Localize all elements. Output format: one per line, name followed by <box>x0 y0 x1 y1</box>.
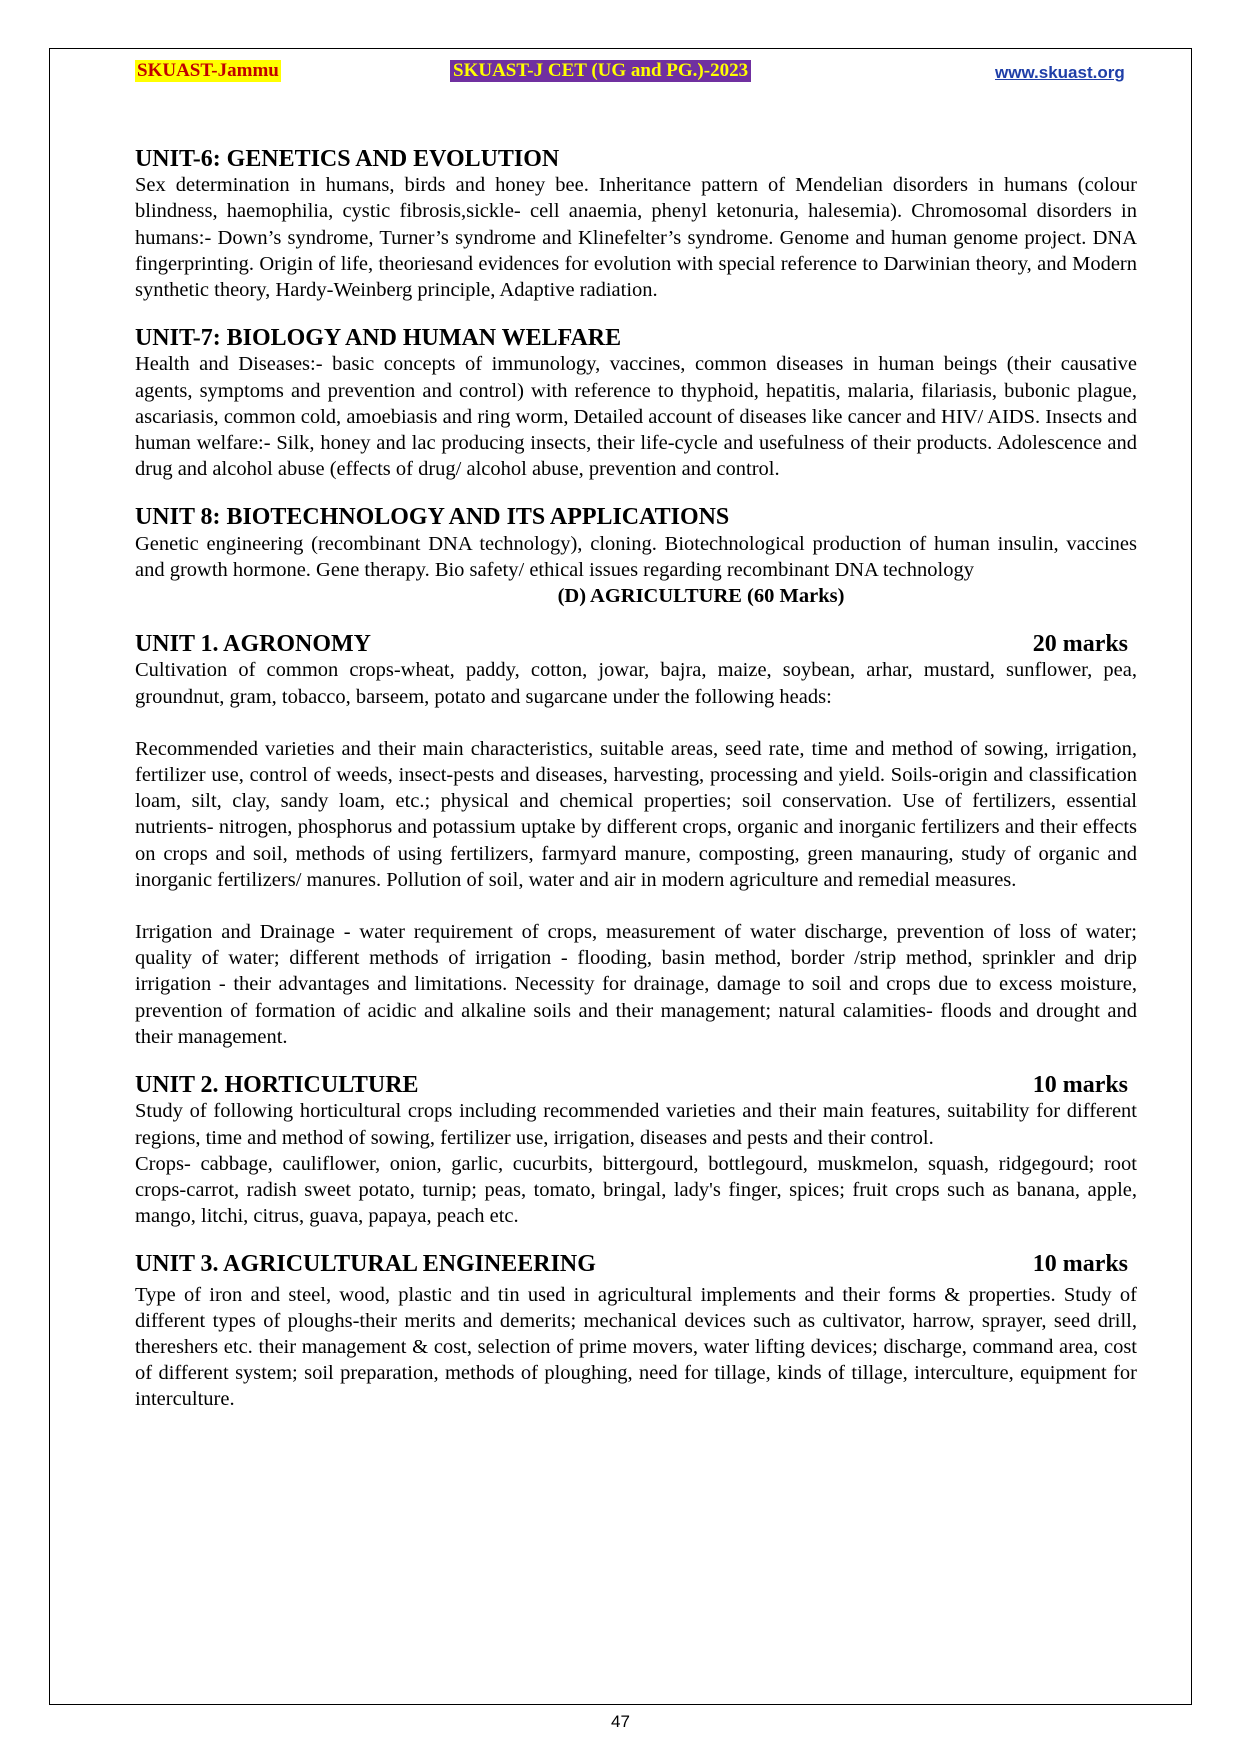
unit7-section <box>135 325 1137 482</box>
unit8-title <box>135 504 1137 530</box>
agri-unit3-title-text: UNIT 3. AGRICULTURAL ENGINEERING <box>135 1251 596 1278</box>
unit7-title <box>135 325 1137 351</box>
unit8-section <box>135 504 1137 583</box>
agri-unit1-para2: Recommended varieties and their main characteristics, suitable areas, seed rate, time and method of sowing, irrigation, fertilizer use, control of weeds, insect-pests and diseases, harvesting, processing and yield. Soils-origin and classification loam, silt, clay, sandy loam, etc.; physical and chemical properties; soil conservation. Use of fertilizers, essential nutrients- nitrogen, phosphorus and potassium uptake by different crops, organic and inorganic fertilizers and their effects on crops and soil, methods of using fertilizers, farmyard manure, composting, green manauring, study of organic and inorganic fertilizers/ manures. Pollution of soil, water and air in modern agriculture and remedial measures. <box>135 737 1137 891</box>
agri-unit2-title <box>135 1072 1137 1098</box>
agri-unit1-para3: Irrigation and Drainage - water requirement of crops, measurement of water discharge, prevention of loss of water; quality of water; different methods of irrigation - flooding, basin method, border /strip method, sprinkler and drip irrigation - their advantages and limitations. Necessity for drainage, damage to soil and crops due to excess moisture, prevention of formation of acidic and alkaline soils and their management; natural calamities- floods and drought and their management. <box>135 921 1137 1048</box>
unit8-title-text: UNIT 8: BIOTECHNOLOGY AND ITS APPLICATIONS <box>135 504 730 531</box>
unit6-body: Sex determination in humans, birds and honey bee. Inheritance pattern of Mendelian disorders in humans (colour blindness, haemophilia, cystic fibrosis,sickle- cell anaemia, phenyl ketonuria, halesemia). Chromosomal disorders in humans:- Down’s syndrome, Turner’s syndrome and Klinefelter’s syndrome. Genome and human genome project. DNA fingerprinting. Origin of life, theoriesand evidences for evolution with special reference to Darwinian theory, and Modern synthetic theory, Hardy-Weinberg principle, Adaptive radiation. <box>135 174 1137 302</box>
agri-unit2-title-text: UNIT 2. HORTICULTURE <box>135 1072 419 1099</box>
agri-unit3-body: Type of iron and steel, wood, plastic and tin used in agricultural implements and their forms & properties. Study of different types of ploughs-their merits and demerits; mechanical devices such as cultivator, harrow, sprayer, seed drill, thereshers etc. their management & cost, selection of prime movers, water lifting devices; discharge, command area, cost of different system; soil preparation, methods of ploughing, need for tillage, kinds of tillage, interculture, equipment for interculture. <box>135 1283 1137 1411</box>
agri-unit2-section <box>135 1072 1137 1229</box>
agri-unit2-crops: Crops- cabbage, cauliflower, onion, garlic, cucurbits, bittergourd, bottlegourd, muskmelon, squash, ridgegourd; root crops-carrot, radish sweet potato, turnip; peas, tomato, bringal, lady's finger, spices; fruit crops such as banana, apple, mango, litchi, citrus, guava, papaya, peach etc. <box>135 1152 1137 1228</box>
agri-unit3-title <box>135 1251 1137 1277</box>
unit7-body: Health and Diseases:- basic concepts of immunology, vaccines, common diseases in human beings (their causative agents, symptoms and prevention and control) with reference to thyphoid, hepatitis, malaria, filariasis, bubonic plague, ascariasis, common cold, amoebiasis and ring worm, Detailed account of diseases like cancer and HIV/ AIDS. Insects and human welfare:- Silk, honey and lac producing insects, their life-cycle and usefulness of their products. Adolescence and drug and alcohol abuse (effects of drug/ alcohol abuse, prevention and control. <box>135 353 1137 481</box>
header-website-link[interactable]: www.skuast.org <box>995 63 1125 82</box>
agri-unit1-title <box>135 631 1137 657</box>
document-body <box>135 146 1137 1413</box>
agri-unit1-intro: Cultivation of common crops-wheat, paddy, cotton, jowar, bajra, maize, soybean, arhar, mustard, sunflower, pea, groundnut, gram, tobacco, barseem, potato and sugarcane under the following heads: <box>135 659 1137 708</box>
agri-unit1-title-text: UNIT 1. AGRONOMY <box>135 631 371 658</box>
agri-unit2-marks: 10 marks <box>1032 1072 1128 1099</box>
page-number: 47 <box>611 1712 630 1731</box>
unit6-title-text: UNIT-6: GENETICS AND EVOLUTION <box>135 146 560 172</box>
agri-unit2-intro: Study of following horticultural crops including recommended varieties and their main features, suitability for different regions, time and method of sowing, fertilizer use, irrigation, diseases and pests and their control. <box>135 1100 1137 1149</box>
header-institution: SKUAST-Jammu <box>137 60 279 81</box>
agri-unit1-section <box>135 631 1137 1050</box>
unit8-body: Genetic engineering (recombinant DNA technology), cloning. Biotechnological production of human insulin, vaccines and growth hormone. Gene therapy. Bio safety/ ethical issues regarding recombinant DNA technology <box>135 532 1137 581</box>
section-d-title: (D) AGRICULTURE (60 Marks) <box>557 585 845 608</box>
header-exam-title: SKUAST-J CET (UG and PG.)-2023 <box>450 60 751 82</box>
agri-unit1-marks: 20 marks <box>1032 631 1128 658</box>
agri-unit3-section <box>135 1251 1137 1412</box>
unit6-title <box>135 146 1137 172</box>
unit7-title-text: UNIT-7: BIOLOGY AND HUMAN WELFARE <box>135 325 622 352</box>
agri-unit3-marks: 10 marks <box>1032 1251 1128 1278</box>
unit6-section <box>135 146 1137 303</box>
